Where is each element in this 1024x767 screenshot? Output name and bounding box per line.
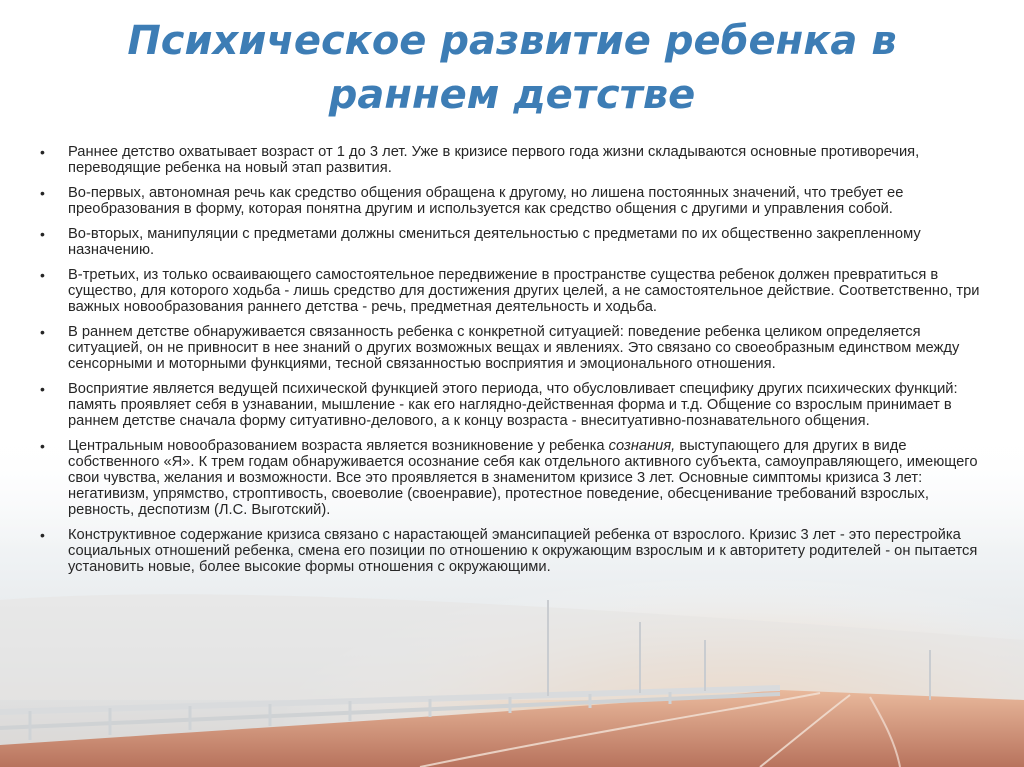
item-text: Восприятие является ведущей психической функцией этого периода, что обусловливает специфику других психических функций: память проявляет себя в узнавании, мышление - как его наглядно-действенная форма и т.д. Общение со взрослым принимает в раннем детстве сначала форму ситуативно-делового, а к концу возраста - внеситуативно-познавательного общения. [68, 381, 958, 429]
list-item [40, 144, 990, 176]
bullet-icon: • [40, 185, 45, 201]
list-item [40, 226, 990, 258]
list-item [40, 381, 990, 429]
item-text: Во-первых, автономная речь как средство общения обращена к другому, но лишена постоянных значений, что требует ее преобразования в форму, которая понятна другим и используется как средство общения с другими и управления собой. [68, 185, 904, 217]
list-item [40, 185, 990, 217]
bullet-icon: • [40, 381, 45, 397]
item-text-after: выступающего для других в виде собственного «Я». К трем годам обнаруживается осознание себя как отдельного активного субъекта, самоуправляющего, имеющего свои чувства, желания и возможности. Все это проявляется в знаменитом кризисе 3 лет. Основные симптомы кризиса 3 лет: негативизм, упрямство, строптивость, своеволие (своенравие), протестное поведение, обесценивание требований взрослых, ревность, деспотизм (Л.С. Выготский). [68, 438, 978, 518]
item-text: В-третьих, из только осваивающего самостоятельное передвижение в пространстве существа ребенок должен превратиться в существо, для которого ходьба - лишь средство для достижения других целей, а не самостоятельное действие. Соответственно, три важных новообразования раннего детства - речь, предметная деятельность и ходьба. [68, 267, 980, 315]
bullet-icon: • [40, 144, 45, 160]
item-text: Конструктивное содержание кризиса связано с нарастающей эмансипацией ребенка от взрослого. Кризис 3 лет - это перестройка социальных отношений ребенка, смена его позиции по отношению к окружающим взрослым и к авторитету родителей - он пытается установить новые, более высокие формы отношения с окружающими. [68, 527, 978, 575]
slide-title: Психическое развитие ребенка в раннем детстве [127, 18, 897, 118]
item-text: Во-вторых, манипуляции с предметами должны смениться деятельностью с предметами по их общественно закрепленному назначению. [68, 226, 921, 258]
list-item [40, 324, 990, 372]
list-item [40, 438, 990, 518]
item-emphasis: сознания, [608, 438, 676, 454]
bullet-icon: • [40, 324, 45, 340]
bullet-icon: • [40, 438, 45, 454]
list-item [40, 527, 990, 575]
bullet-icon: • [40, 267, 45, 283]
bullet-list [40, 144, 990, 584]
item-text: Раннее детство охватывает возраст от 1 до 3 лет. Уже в кризисе первого года жизни складываются основные противоречия, переводящие ребенка на новый этап развития. [68, 144, 920, 176]
list-item [40, 267, 990, 315]
item-text: В раннем детстве обнаруживается связанность ребенка с конкретной ситуацией: поведение ребенка целиком определяется ситуацией, он не привносит в нее знаний о других возможных вещах и явлениях. Это связано со своеобразным единством между сенсорными и моторными функциями, тесной связанностью восприятия и эмоционального отношения. [68, 324, 960, 372]
bullet-icon: • [40, 527, 45, 543]
bullet-icon: • [40, 226, 45, 242]
item-text-before: Центральным новообразованием возраста является возникновение у ребенка [68, 438, 609, 454]
